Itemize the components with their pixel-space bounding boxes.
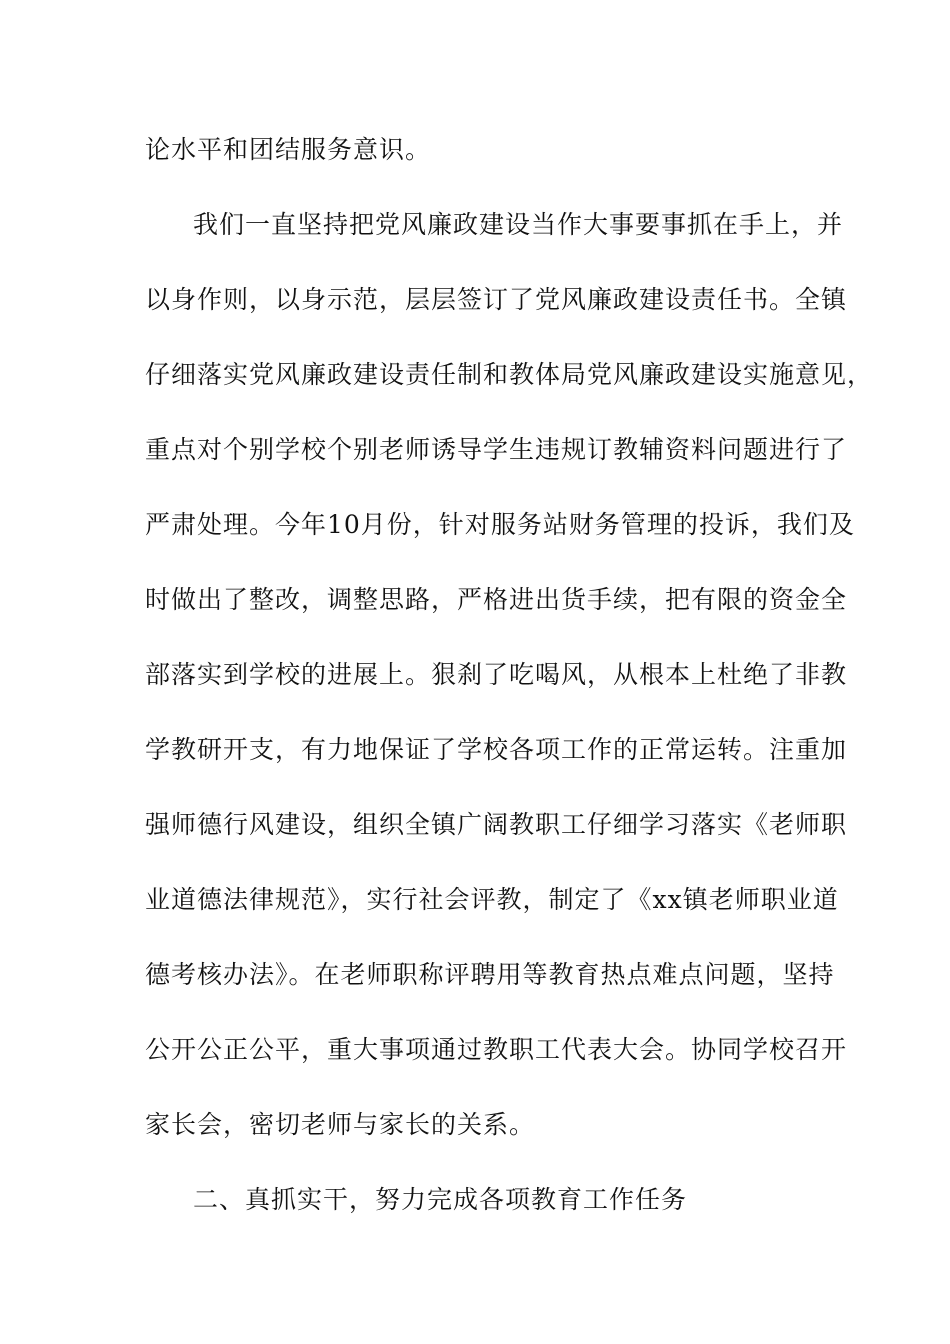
text-line: 论水平和团结服务意识。: [145, 135, 432, 164]
text-line: 强师德行风建设，组织全镇广阔教职工仔细学习落实《老师职: [145, 810, 848, 839]
text-line: 学教研开支，有力地保证了学校各项工作的正常运转。注重加: [145, 735, 848, 764]
section-heading: 二、真抓实干，努力完成各项教育工作任务: [193, 1185, 688, 1214]
text-line: 德考核办法》。在老师职称评聘用等教育热点难点问题，坚持: [145, 960, 835, 989]
text-line: 部落实到学校的进展上。狠刹了吃喝风，从根本上杜绝了非教: [145, 660, 848, 689]
text-line: 业道德法律规范》，实行社会评教，制定了《xx镇老师职业道: [145, 885, 839, 914]
text-line: 以身作则，以身示范，层层签订了党风廉政建设责任书。全镇: [145, 285, 848, 314]
text-line: 严肃处理。今年10月份，针对服务站财务管理的投诉，我们及: [145, 510, 855, 539]
text-line: 时做出了整改，调整思路，严格进出货手续，把有限的资金全: [145, 585, 848, 614]
text-line: 家长会，密切老师与家长的关系。: [145, 1110, 536, 1139]
text-line: 仔细落实党风廉政建设责任制和教体局党风廉政建设实施意见，: [145, 360, 874, 389]
paragraph-first-line: 我们一直坚持把党风廉政建设当作大事要事抓在手上，并: [193, 210, 844, 239]
text-line: 重点对个别学校个别老师诱导学生违规订教辅资料问题进行了: [145, 435, 848, 464]
text-line: 公开公正公平，重大事项通过教职工代表大会。协同学校召开: [145, 1035, 848, 1064]
